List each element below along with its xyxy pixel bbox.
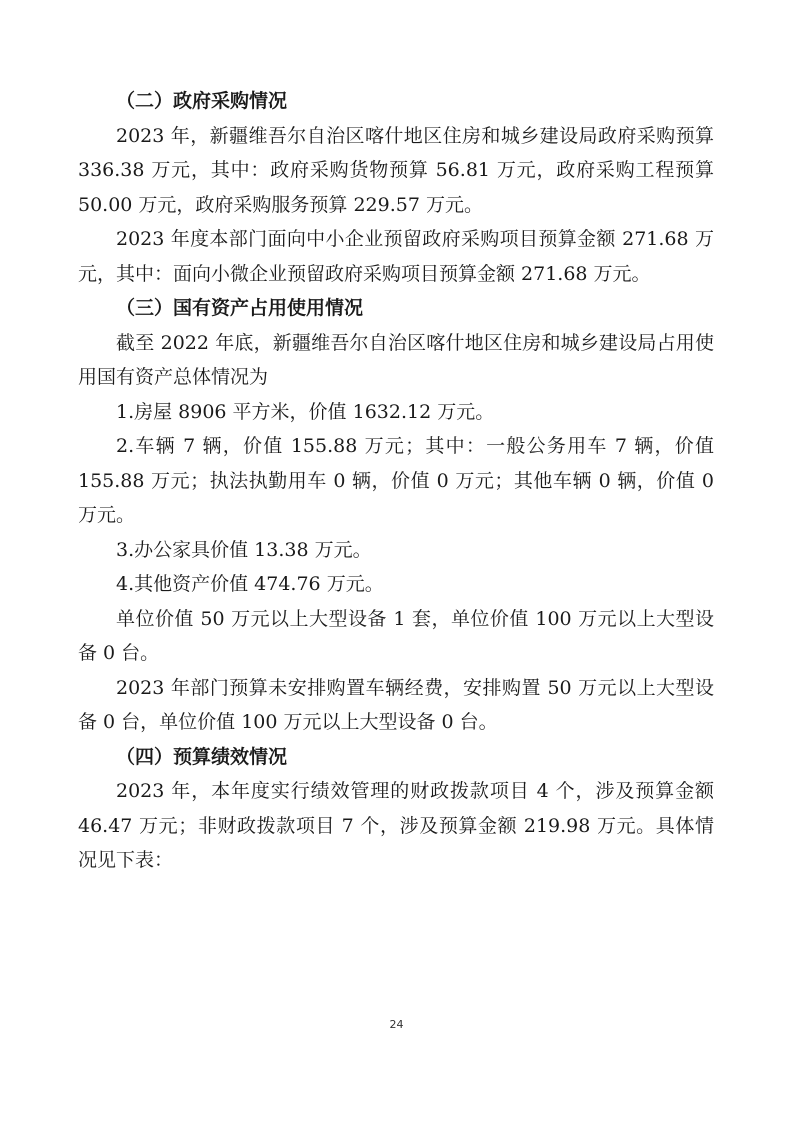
paragraph: 2023 年部门预算未安排购置车辆经费，安排购置 50 万元以上大型设备 0 台，单位价值 100 万元以上大型设备 0 台。 — [78, 676, 714, 733]
page-number: 24 — [389, 1018, 404, 1031]
paragraph: 2023 年，新疆维吾尔自治区喀什地区住房和城乡建设局政府采购预算 336.38 万元，其中：政府采购货物预算 56.81 万元，政府采购工程预算 50.00 万元，政府采购服务预算 229.57 万元。 — [78, 124, 714, 216]
paragraph: 1.房屋 8906 平方米，价值 1632.12 万元。 — [116, 400, 495, 423]
paragraph: 2023 年度本部门面向中小企业预留政府采购项目预算金额 271.68 万元，其中：面向小微企业预留政府采购项目预算金额 271.68 万元。 — [78, 228, 714, 285]
section-heading: （四）预算绩效情况 — [116, 745, 288, 768]
paragraph: 3.办公家具价值 13.38 万元。 — [116, 538, 372, 561]
section-heading: （二）政府采购情况 — [116, 90, 288, 112]
paragraph: 单位价值 50 万元以上大型设备 1 套，单位价值 100 万元以上大型设备 0 台。 — [78, 607, 714, 664]
paragraph: 2023 年，本年度实行绩效管理的财政拨款项目 4 个，涉及预算金额 46.47 万元；非财政拨款项目 7 个，涉及预算金额 219.98 万元。具体情况见下表： — [78, 780, 714, 871]
section-state-assets — [78, 291, 714, 740]
section-heading: （三）国有资产占用使用情况 — [116, 297, 364, 319]
section-government-procurement — [78, 84, 714, 291]
section-budget-performance — [78, 740, 714, 878]
paragraph: 2.车辆 7 辆，价值 155.88 万元；其中：一般公务用车 7 辆，价值 155.88 万元；执法执勤用车 0 辆，价值 0 万元；其他车辆 0 辆，价值 0 万元。 — [78, 435, 714, 526]
page-content — [78, 84, 714, 878]
paragraph: 截至 2022 年底，新疆维吾尔自治区喀什地区住房和城乡建设局占用使用国有资产总体情况为 — [78, 331, 714, 388]
paragraph: 4.其他资产价值 474.76 万元。 — [116, 573, 384, 595]
